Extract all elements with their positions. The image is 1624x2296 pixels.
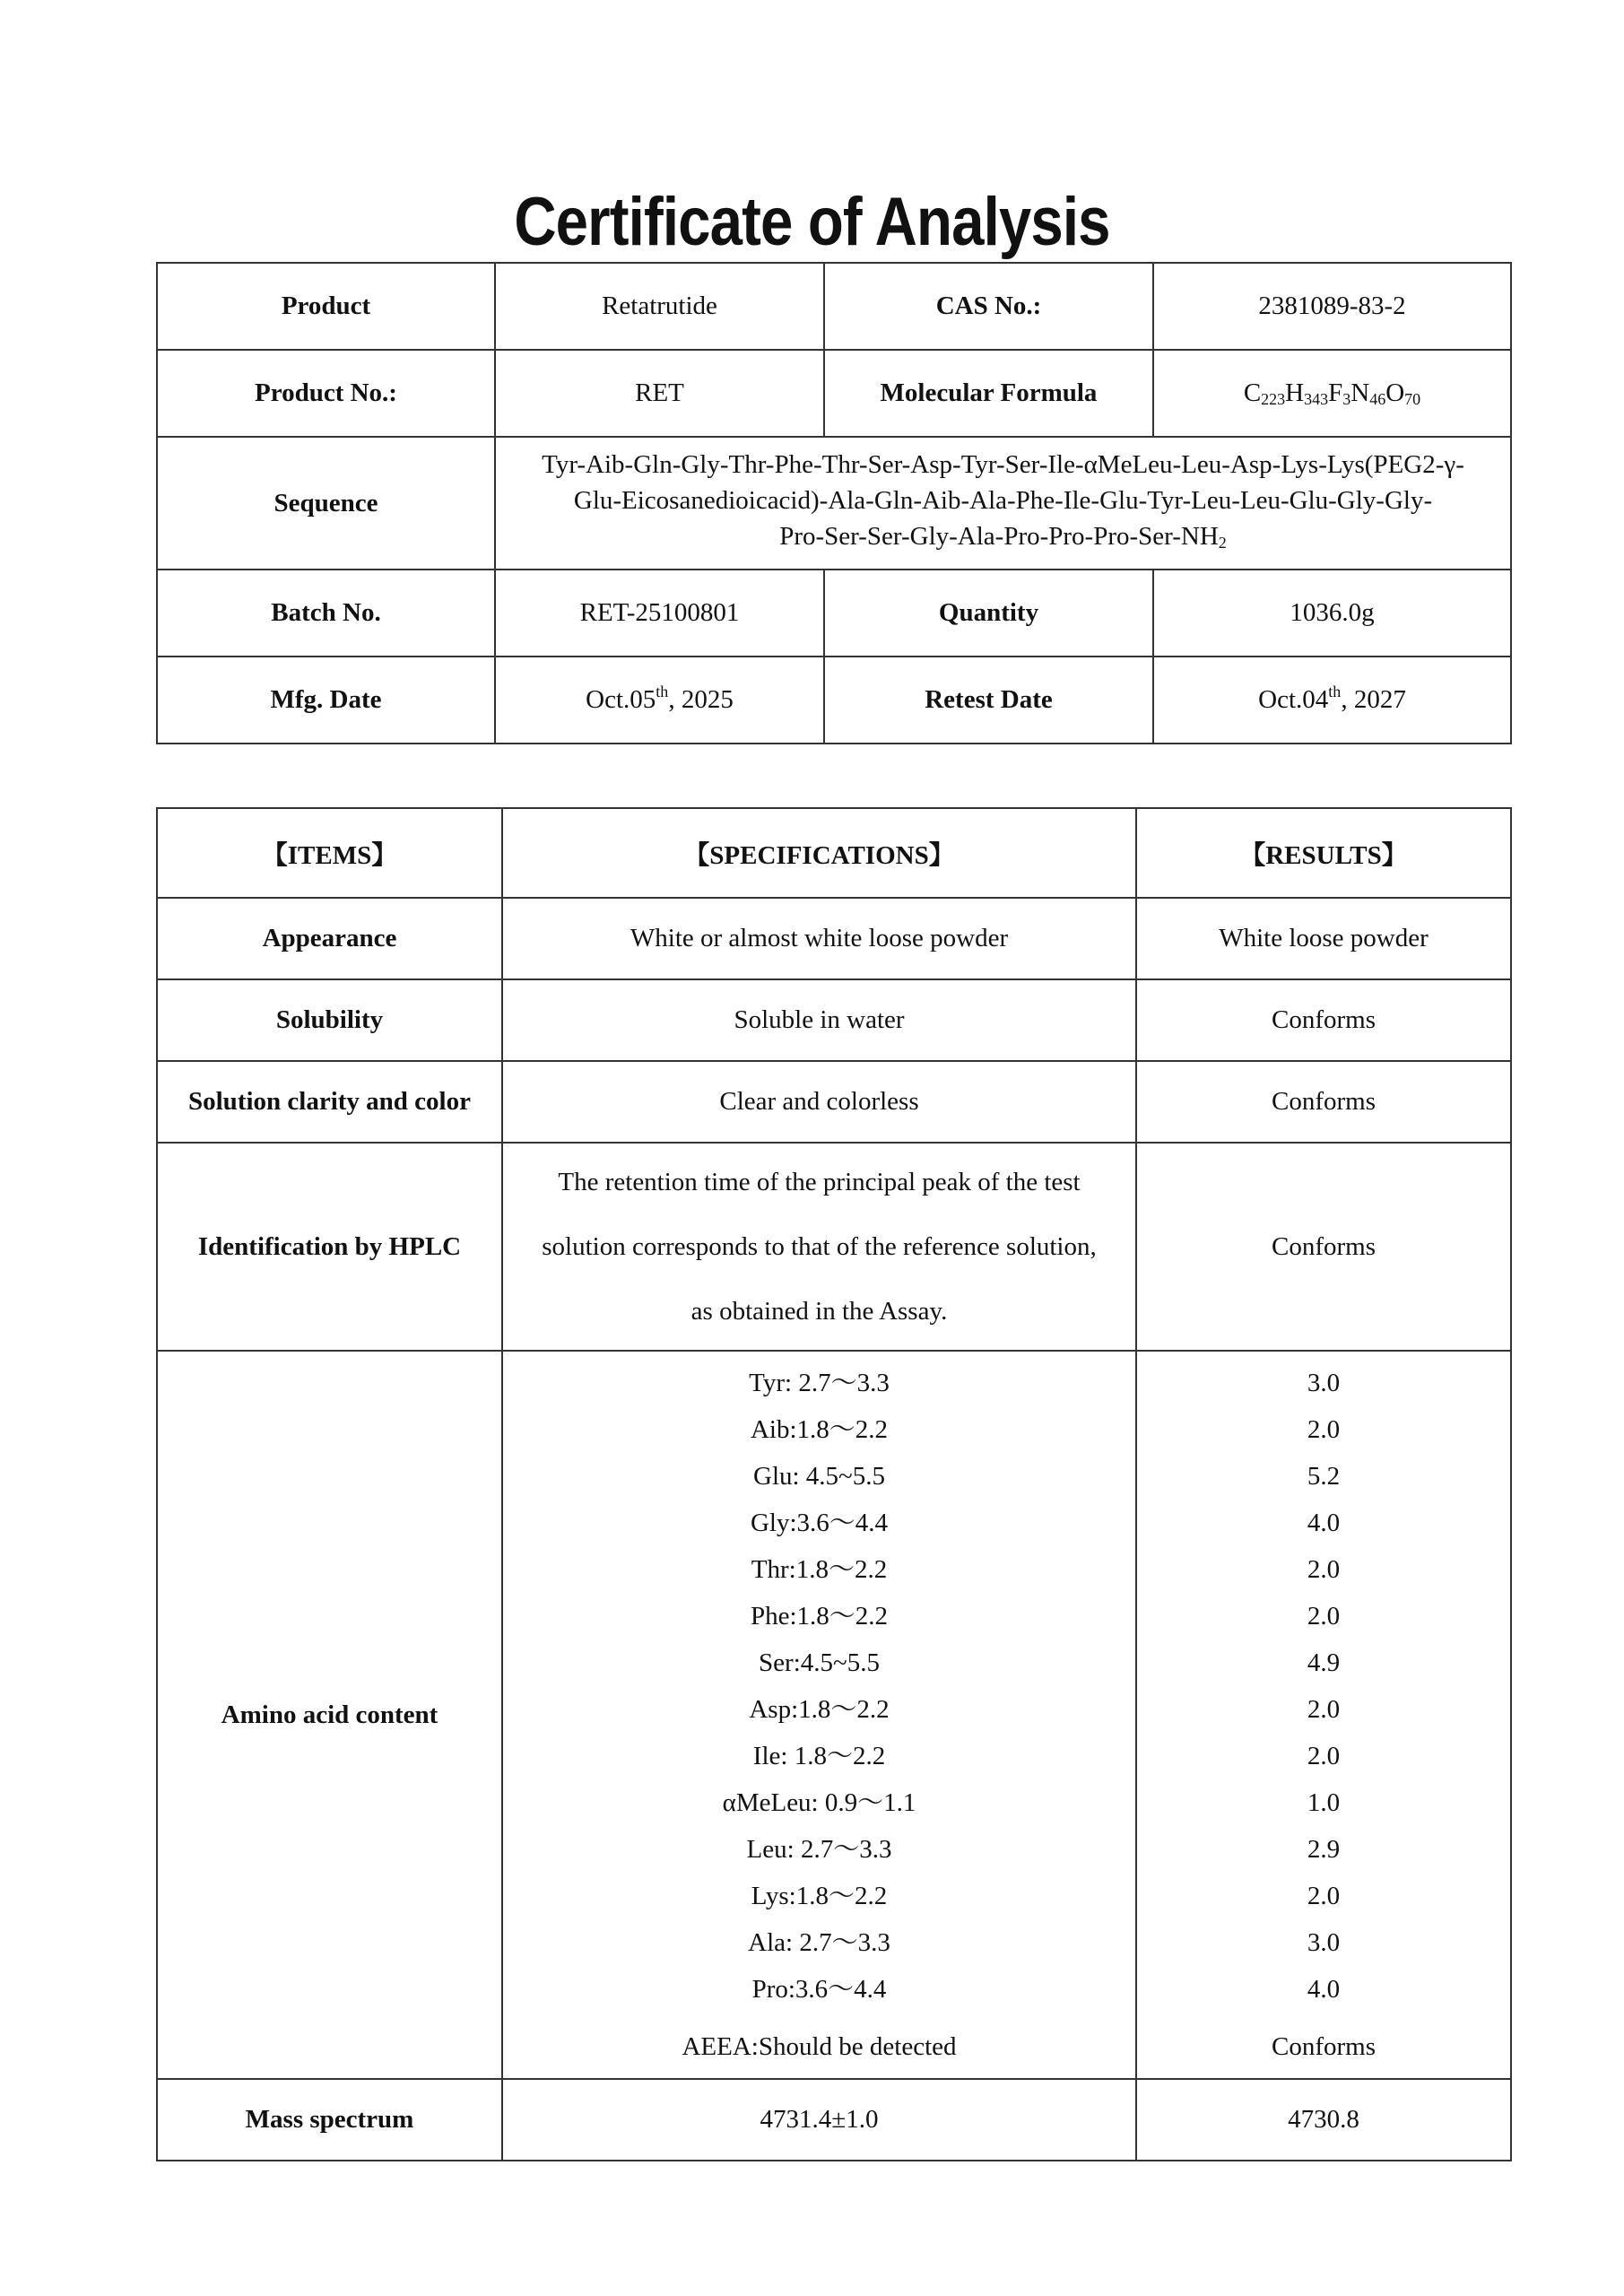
- amino-spec-ala: Ala: 2.7～3.3: [748, 1928, 890, 1957]
- amino-spec-asp: Asp:1.8～2.2: [749, 1695, 890, 1724]
- appearance-item: Appearance: [157, 898, 502, 979]
- amino-result-aib: 2.0: [1307, 1415, 1341, 1444]
- sequence-line-1: Tyr-Aib-Gln-Gly-Thr-Phe-Thr-Ser-Asp-Tyr-Ser-Ile-αMeLeu-Leu-Asp-Lys-Lys(PEG2-γ-: [542, 449, 1464, 479]
- formula-label: Molecular Formula: [824, 350, 1153, 437]
- amino-result-ala: 3.0: [1307, 1928, 1341, 1957]
- retest-date-ordinal: th: [1328, 683, 1342, 700]
- amino-result-tyr: 3.0: [1307, 1369, 1341, 1397]
- hplc-result: Conforms: [1136, 1143, 1511, 1351]
- amino-result-pro: 4.0: [1307, 1975, 1341, 2004]
- info-row-sequence: [157, 437, 1511, 570]
- test-header-row: [157, 808, 1511, 898]
- amino-spec-aeea: AEEA:Should be detected: [682, 2032, 957, 2061]
- batch-value: RET-25100801: [495, 570, 824, 657]
- formula-h-count: 343: [1304, 389, 1329, 408]
- info-row-product: [157, 263, 1511, 350]
- amino-spec-ser: Ser:4.5~5.5: [759, 1648, 880, 1677]
- amino-spec-aib: Aib:1.8～2.2: [750, 1415, 889, 1444]
- clarity-spec: Clear and colorless: [502, 1061, 1136, 1143]
- hplc-spec: [502, 1143, 1136, 1351]
- sequence-line-2: Glu-Eicosanedioicacid)-Ala-Gln-Aib-Ala-Phe-Ile-Glu-Tyr-Leu-Leu-Glu-Gly-Gly-: [573, 485, 1433, 515]
- amino-spec-phe: Phe:1.8～2.2: [750, 1602, 889, 1631]
- amino-result-ameleu: 1.0: [1307, 1788, 1341, 1817]
- amino-spec-glu: Glu: 4.5~5.5: [753, 1462, 885, 1491]
- appearance-spec: White or almost white loose powder: [502, 898, 1136, 979]
- solubility-item: Solubility: [157, 979, 502, 1061]
- amino-acid-item: Amino acid content: [157, 1351, 502, 2079]
- hplc-spec-line-3: as obtained in the Assay.: [690, 1297, 948, 1326]
- sequence-value: [495, 437, 1511, 570]
- formula-h: H: [1285, 378, 1305, 407]
- amino-spec-leu: Leu: 2.7～3.3: [746, 1835, 892, 1864]
- amino-result-leu: 2.9: [1307, 1835, 1341, 1864]
- formula-o: O: [1385, 378, 1405, 407]
- mfg-date-label: Mfg. Date: [157, 657, 495, 744]
- mass-spectrum-spec: 4731.4±1.0: [502, 2079, 1136, 2161]
- amino-result-ser: 4.9: [1307, 1648, 1341, 1677]
- retest-date-value: [1153, 657, 1511, 744]
- amino-result-phe: 2.0: [1307, 1602, 1341, 1631]
- formula-f-count: 3: [1342, 389, 1351, 408]
- product-label: Product: [157, 263, 495, 350]
- sequence-nh2-subscript: 2: [1218, 533, 1227, 552]
- amino-spec-lys: Lys:1.8～2.2: [751, 1882, 888, 1910]
- cas-label: CAS No.:: [824, 263, 1153, 350]
- mfg-date-ordinal: th: [656, 683, 669, 700]
- formula-n: N: [1350, 378, 1370, 407]
- quantity-label: Quantity: [824, 570, 1153, 657]
- test-row-appearance: [157, 898, 1511, 979]
- sequence-line-3: [514, 518, 1492, 561]
- retest-date-label: Retest Date: [824, 657, 1153, 744]
- info-row-dates: [157, 657, 1511, 744]
- test-results-table: [156, 807, 1512, 2161]
- formula-c-count: 223: [1261, 389, 1286, 408]
- amino-result-glu: 5.2: [1307, 1462, 1341, 1491]
- quantity-value: 1036.0g: [1153, 570, 1511, 657]
- batch-label: Batch No.: [157, 570, 495, 657]
- formula-f: F: [1328, 378, 1343, 407]
- mfg-date-prefix: Oct.05: [586, 685, 656, 714]
- amino-spec-ameleu: αMeLeu: 0.9～1.1: [722, 1788, 916, 1817]
- solubility-result: Conforms: [1136, 979, 1511, 1061]
- results-header: 【RESULTS】: [1136, 808, 1511, 898]
- amino-result-aeea: Conforms: [1272, 2032, 1376, 2061]
- mass-spectrum-item: Mass spectrum: [157, 2079, 502, 2161]
- mfg-date-value: [495, 657, 824, 744]
- amino-spec-tyr: Tyr: 2.7～3.3: [749, 1369, 890, 1397]
- document-title: Certificate of Analysis: [514, 184, 1110, 260]
- amino-result-ile: 2.0: [1307, 1742, 1341, 1770]
- retest-date-year: , 2027: [1341, 685, 1406, 714]
- test-row-solubility: [157, 979, 1511, 1061]
- amino-spec-thr: Thr:1.8～2.2: [751, 1555, 888, 1584]
- info-row-product-no: [157, 350, 1511, 437]
- amino-result-thr: 2.0: [1307, 1555, 1341, 1584]
- retest-date-prefix: Oct.04: [1258, 685, 1329, 714]
- info-row-batch: [157, 570, 1511, 657]
- product-no-label: Product No.:: [157, 350, 495, 437]
- mass-spectrum-result: 4730.8: [1136, 2079, 1511, 2161]
- mfg-date-year: , 2025: [668, 685, 734, 714]
- appearance-result: White loose powder: [1136, 898, 1511, 979]
- sequence-label: Sequence: [157, 437, 495, 570]
- sequence-line-3-text: Pro-Ser-Ser-Gly-Ala-Pro-Pro-Pro-Ser-NH: [779, 521, 1219, 551]
- amino-spec-ile: Ile: 1.8～2.2: [752, 1742, 886, 1770]
- amino-result-asp: 2.0: [1307, 1695, 1341, 1724]
- solubility-spec: Soluble in water: [502, 979, 1136, 1061]
- amino-acid-results: [1136, 1351, 1511, 2079]
- test-row-amino-acid: [157, 1351, 1511, 2079]
- amino-spec-gly: Gly:3.6～4.4: [750, 1509, 889, 1537]
- clarity-result: Conforms: [1136, 1061, 1511, 1143]
- test-row-clarity: [157, 1061, 1511, 1143]
- formula-c: C: [1243, 378, 1262, 407]
- clarity-item: Solution clarity and color: [157, 1061, 502, 1143]
- hplc-spec-line-2: solution corresponds to that of the reference solution,: [542, 1232, 1097, 1261]
- test-row-hplc: [157, 1143, 1511, 1351]
- items-header: 【ITEMS】: [157, 808, 502, 898]
- product-value: Retatrutide: [495, 263, 824, 350]
- amino-spec-pro: Pro:3.6～4.4: [751, 1975, 887, 2004]
- hplc-spec-line-1: The retention time of the principal peak of the test: [558, 1168, 1081, 1196]
- specifications-header: 【SPECIFICATIONS】: [502, 808, 1136, 898]
- hplc-item: Identification by HPLC: [157, 1143, 502, 1351]
- molecular-formula-value: [1153, 350, 1511, 437]
- amino-acid-specs: [502, 1351, 1136, 2079]
- formula-n-count: 46: [1369, 389, 1386, 408]
- product-no-value: RET: [495, 350, 824, 437]
- product-info-table: [156, 262, 1512, 744]
- formula-o-count: 70: [1404, 389, 1421, 408]
- cas-value: 2381089-83-2: [1153, 263, 1511, 350]
- test-row-mass-spectrum: [157, 2079, 1511, 2161]
- amino-result-lys: 2.0: [1307, 1882, 1341, 1910]
- amino-result-gly: 4.0: [1307, 1509, 1341, 1537]
